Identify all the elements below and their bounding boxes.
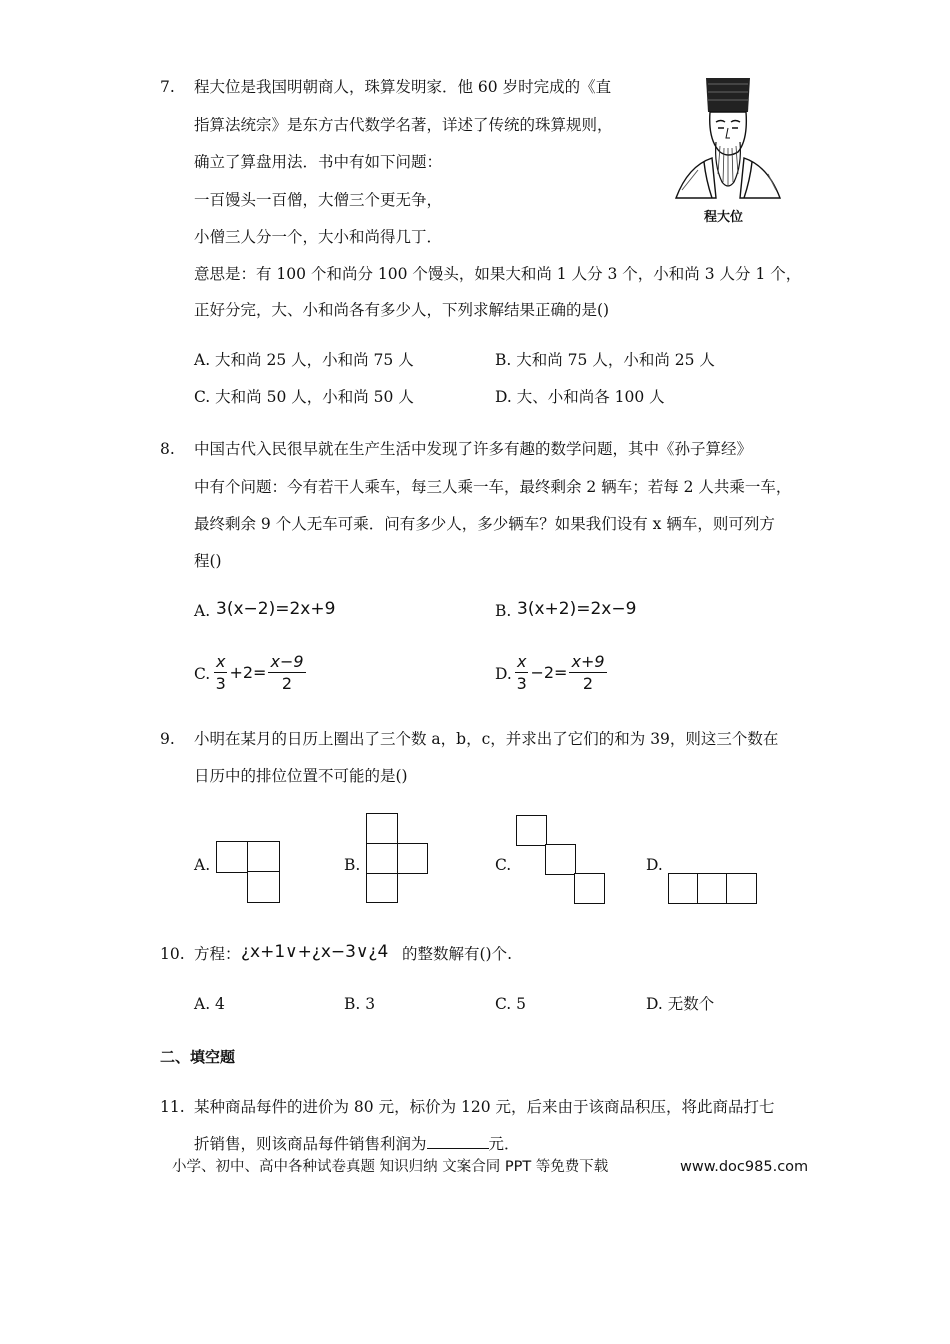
- q8-number: 8.: [160, 440, 175, 458]
- q10-stem-prefix: 方程：: [194, 945, 241, 963]
- operator: −2=: [530, 663, 568, 682]
- grid-cell: [247, 841, 280, 873]
- q9-option-b-label: B.: [344, 856, 361, 874]
- numerator: x−9: [270, 652, 304, 671]
- q7-line-2: 指算法统宗》是东方古代数学名著，详述了传统的珠算规则，: [194, 116, 613, 134]
- q11-number: 11.: [160, 1098, 185, 1116]
- numerator: x: [216, 652, 226, 671]
- q7-option-c: C. 大和尚 50 人，小和尚 50 人: [194, 388, 414, 406]
- denominator: 2: [582, 674, 594, 693]
- q7-line-5: 小僧三人分一个，大小和尚得几丁．: [194, 228, 443, 246]
- numerator: x+9: [571, 652, 605, 671]
- q8-option-d-expr: [515, 652, 607, 693]
- q7-option-a: A. 大和尚 25 人，小和尚 75 人: [194, 351, 414, 369]
- q7-line-4: 一百馒头一百僧，大僧三个更无争，: [194, 191, 443, 209]
- q9-option-a-label: A.: [194, 856, 211, 874]
- q10-option-a: A. 4: [194, 995, 225, 1013]
- denominator: 2: [281, 674, 293, 693]
- numerator: x: [517, 652, 527, 671]
- q9-line-1: 小明在某月的日历上圈出了三个数 a，b，c，并求出了它们的和为 39，则这三个数在: [194, 730, 779, 748]
- grid-cell: [545, 844, 576, 875]
- answer-blank: [427, 1134, 489, 1149]
- q8-option-c-label: C.: [194, 665, 211, 683]
- portrait-drawing: [668, 70, 788, 220]
- q8-option-c-expr: [214, 652, 306, 693]
- q7-line-6: 意思是：有 100 个和尚分 100 个馒头，如果大和尚 1 人分 3 个，小和尚 3 人分 1 个，: [194, 265, 802, 283]
- q7-number: 7.: [160, 78, 175, 96]
- q7-line-3: 确立了算盘用法．书中有如下问题：: [194, 153, 443, 171]
- grid-cell: [697, 873, 728, 904]
- q9-option-d-label: D.: [646, 856, 663, 874]
- q8-line-1: 中国古代入民很早就在生产生活中发现了许多有趣的数学问题，其中《孙子算经》: [194, 440, 753, 458]
- q9-line-2: 日历中的排位位置不可能的是(): [194, 767, 408, 785]
- q10-option-b: B. 3: [344, 995, 376, 1013]
- footer-url[interactable]: www.doc985.com: [680, 1159, 809, 1175]
- fraction: [515, 652, 528, 693]
- q8-option-b-expr: 3(x+2)=2x−9: [517, 599, 637, 619]
- operator: +2=: [229, 663, 267, 682]
- q11-line-2-suffix: 元．: [488, 1135, 520, 1153]
- q10-number: 10.: [160, 945, 185, 963]
- q10-option-d: D. 无数个: [646, 995, 715, 1013]
- grid-cell: [726, 873, 757, 904]
- q11-line-1: 某种商品每件的进价为 80 元，标价为 120 元，后来由于该商品积压，将此商品打七: [194, 1098, 775, 1116]
- fraction: [268, 652, 305, 693]
- grid-cell: [668, 873, 699, 904]
- grid-cell: [516, 815, 547, 846]
- footer-text: 小学、初中、高中各种试卷真题 知识归纳 文案合同 PPT 等免费下载: [172, 1159, 609, 1175]
- fraction: [569, 652, 606, 693]
- grid-cell: [366, 813, 398, 844]
- q11-line-2: [194, 1134, 520, 1154]
- q7-line-7: 正好分完，大、小和尚各有多少人，下列求解结果正确的是(): [194, 301, 610, 319]
- portrait-image: [668, 70, 788, 225]
- q10-option-c: C. 5: [495, 995, 527, 1013]
- q7-option-b: B. 大和尚 75 人，小和尚 25 人: [495, 351, 715, 369]
- q8-option-d-label: D.: [495, 665, 512, 683]
- q7-line-1: 程大位是我国明朝商人，珠算发明家．他 60 岁时完成的《直: [194, 78, 612, 96]
- q8-line-4: 程(): [194, 552, 222, 570]
- section-heading: 二、填空题: [160, 1048, 236, 1066]
- portrait-caption: 程大位: [704, 210, 744, 225]
- grid-cell: [574, 873, 605, 904]
- q10-stem-suffix: 的整数解有()个.: [402, 945, 513, 963]
- q8-option-b-label: B.: [495, 602, 512, 620]
- grid-cell: [216, 841, 249, 873]
- grid-cell: [366, 843, 398, 874]
- q9-option-c-label: C.: [495, 856, 512, 874]
- q8-line-3: 最终剩余 9 个人无车可乘．问有多少人，多少辆车？如果我们设有 x 辆车，则可列方: [194, 515, 775, 533]
- denominator: 3: [215, 674, 226, 693]
- q11-line-2-prefix: 折销售，则该商品每件销售利润为: [194, 1135, 427, 1153]
- grid-cell: [366, 872, 398, 903]
- q7-option-d: D. 大、小和尚各 100 人: [495, 388, 665, 406]
- q9-number: 9.: [160, 730, 175, 748]
- q8-option-a-label: A.: [194, 602, 211, 620]
- grid-cell: [396, 843, 428, 874]
- grid-cell: [247, 871, 280, 903]
- denominator: 3: [516, 674, 527, 693]
- fraction: [214, 652, 227, 693]
- q8-option-a-expr: 3(x−2)=2x+9: [216, 599, 336, 619]
- q8-line-2: 中有个问题：今有若干人乘车，每三人乘一车，最终剩余 2 辆车；若每 2 人共乘一车，: [194, 478, 792, 496]
- q10-stem-math: ¿x+1∨+¿x−3∨¿4: [241, 942, 389, 962]
